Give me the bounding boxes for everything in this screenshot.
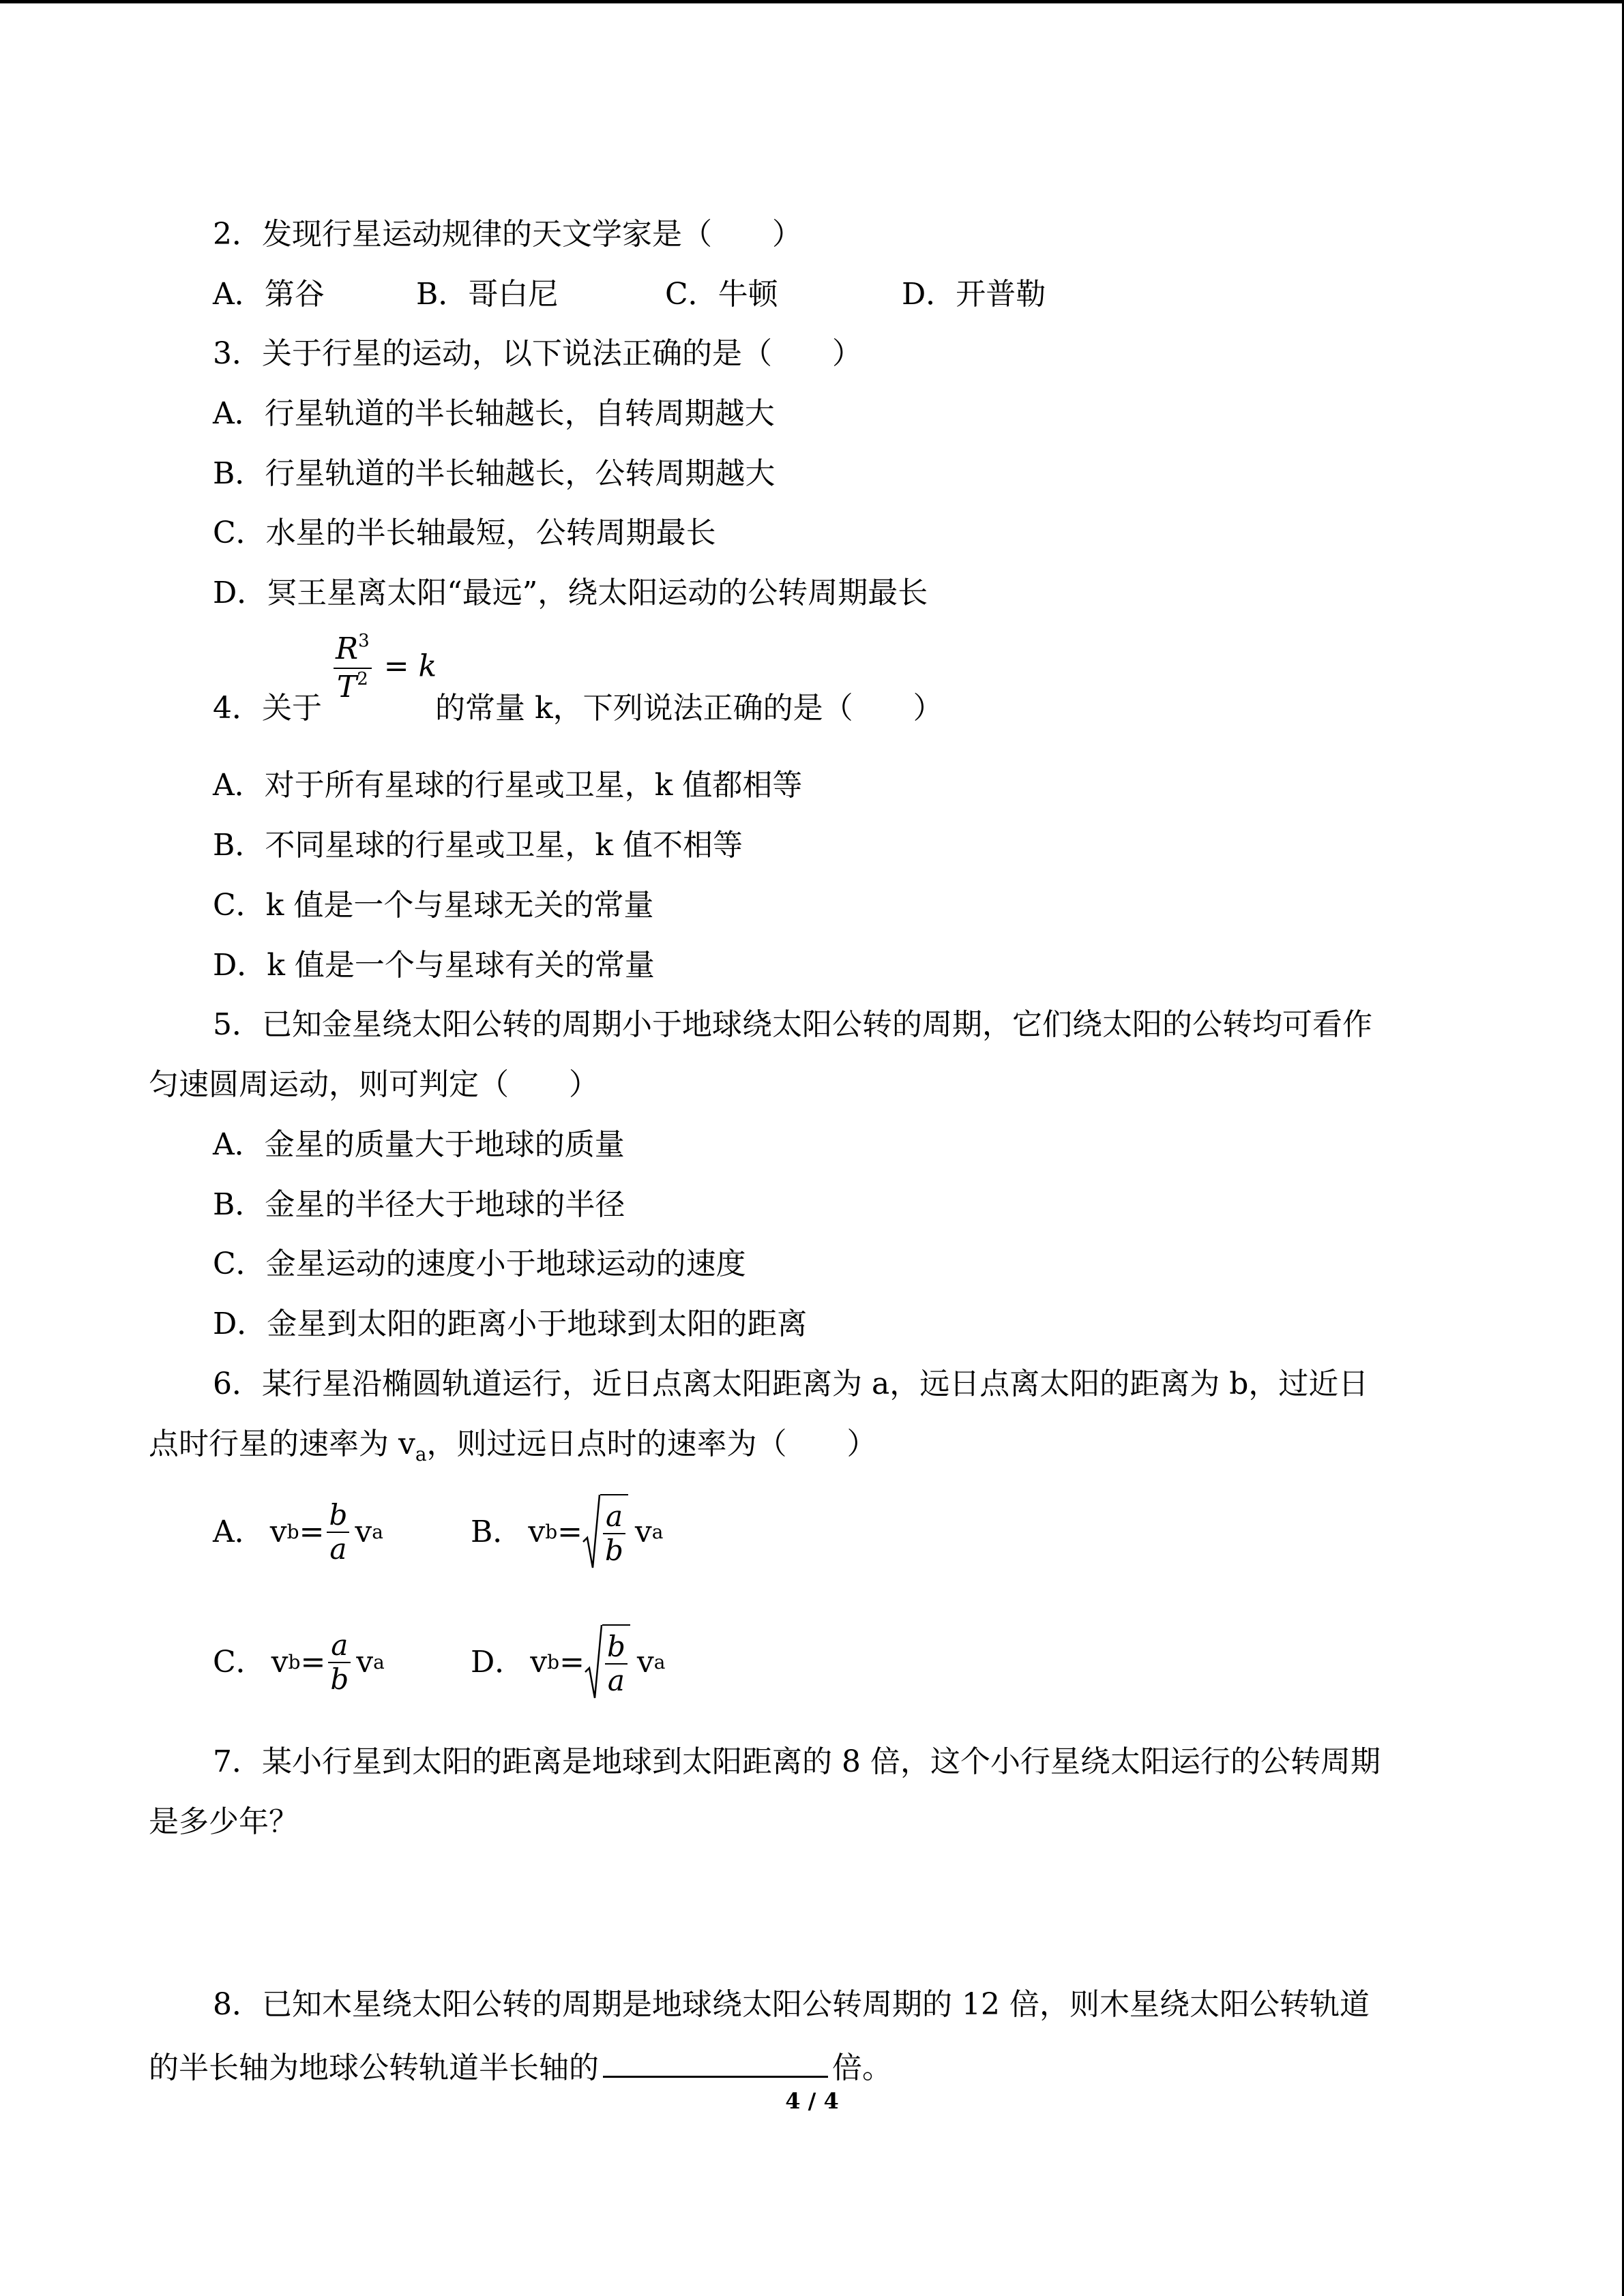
q6-option-d: D． v b = $\frac{b}{a}$ v a — [471, 1625, 665, 1700]
page-border-top — [0, 0, 1624, 3]
q2-stem: 2．发现行星运动规律的天文学家是（ ） — [213, 217, 802, 252]
page-number: 4 / 4 — [785, 2088, 839, 2114]
q6-option-a-denominator: a — [329, 1532, 347, 1566]
q6-option-d-eq: = — [559, 1645, 585, 1680]
q5-option-b: B．金星的半径大于地球的半径 — [213, 1187, 625, 1222]
answer-blank[interactable] — [603, 2046, 828, 2078]
q6-option-c-fraction — [328, 1629, 351, 1696]
q6-option-c: C． v b = $\frac{a}{b}$ v a — [213, 1628, 385, 1696]
q6-option-b-lhs: v — [528, 1515, 546, 1549]
q4-option-d: D．k 值是一个与星球有关的常量 — [213, 948, 655, 983]
q8-stem-line2-after: 倍。 — [832, 2051, 892, 2085]
q6-option-b-rhs: v — [634, 1515, 652, 1549]
q6-option-c-eq: = — [300, 1645, 326, 1680]
q5-option-a: A．金星的质量大于地球的质量 — [213, 1127, 625, 1162]
q6-option-a-fraction — [327, 1499, 349, 1566]
q7-stem-line1: 7．某小行星到太阳的距离是地球到太阳距离的 8 倍，这个小行星绕太阳运行的公转周期 — [213, 1744, 1381, 1779]
q6-stem-line2-after: ，则过远日点时的速率为（ ） — [426, 1427, 877, 1461]
q5-option-d: D．金星到太阳的距离小于地球到太阳的距离 — [213, 1307, 808, 1341]
q6-option-c-lhs: v — [271, 1645, 289, 1680]
q5-option-c: C．金星运动的速度小于地球运动的速度 — [213, 1247, 746, 1281]
q4-option-a: A．对于所有星球的行星或卫星，k 值都相等 — [213, 768, 803, 803]
q7-stem-line2: 是多少年？ — [149, 1804, 299, 1839]
q5-stem-line2: 匀速圆周运动，则可判定（ ） — [149, 1067, 599, 1102]
kepler-formula — [331, 631, 437, 706]
q6-option-b-numerator: a — [605, 1500, 623, 1533]
q6-option-b-fraction — [603, 1500, 625, 1567]
q4-stem-after: 的常量 k，下列说法正确的是（ ） — [435, 691, 943, 726]
q6-option-d-fraction — [605, 1630, 628, 1697]
q4-option-c: C．k 值是一个与星球无关的常量 — [213, 888, 654, 923]
q6-stem-line1: 6．某行星沿椭圆轨道运行，近日点离太阳距离为 a，远日点离太阳的距离为 b，过近日 — [213, 1367, 1369, 1401]
formula-numerator: R — [336, 631, 359, 666]
q6-option-a-eq: = — [299, 1515, 325, 1549]
q6-option-d-numerator: b — [606, 1630, 625, 1663]
formula-denominator-exponent: 2 — [357, 669, 368, 689]
formula-numerator-exponent: 3 — [358, 631, 370, 651]
formula-rhs: = k — [383, 648, 437, 684]
q2-option-d: D．开普勒 — [902, 277, 1046, 312]
q5-stem-line1: 5．已知金星绕太阳公转的周期小于地球绕太阳公转的周期，它们绕太阳的公转均可看作 — [213, 1007, 1372, 1042]
q6-option-d-lhs: v — [530, 1645, 548, 1680]
q6-option-d-rhs: v — [636, 1645, 654, 1680]
q6-stem-line2-before: 点时行星的速率为 v — [149, 1427, 415, 1461]
q6-stem-line2-sub: a — [415, 1443, 427, 1465]
kepler-fraction — [334, 631, 372, 706]
q8-stem-line1: 8．已知木星绕太阳公转的周期是地球绕太阳公转周期的 12 倍，则木星绕太阳公转轨道 — [213, 1987, 1370, 2022]
q4-stem-before: 4．关于 — [213, 691, 322, 726]
q6-option-d-label: D． — [471, 1645, 525, 1680]
q3-stem: 3．关于行星的运动，以下说法正确的是（ ） — [213, 336, 862, 371]
q6-option-c-numerator: a — [331, 1628, 349, 1662]
q6-stem-line2 — [149, 1425, 877, 1463]
q2-option-c: C．牛顿 — [665, 277, 778, 312]
q3-option-a: A．行星轨道的半长轴越长，自转周期越大 — [213, 396, 775, 431]
q6-option-b-sqrt — [582, 1494, 628, 1570]
q8-stem-line2-before: 的半长轴为地球公转轨道半长轴的 — [149, 2051, 599, 2085]
q6-option-b-denominator: b — [605, 1534, 623, 1567]
q6-option-c-denominator: b — [330, 1663, 349, 1696]
q6-option-a: A． v b = $\frac{b}{a}$ v a — [213, 1498, 383, 1566]
q4-option-b: B．不同星球的行星或卫星，k 值不相等 — [213, 828, 743, 863]
q3-option-b: B．行星轨道的半长轴越长，公转周期越大 — [213, 456, 776, 491]
q6-option-a-rhs: v — [355, 1515, 372, 1549]
q6-option-c-label: C． — [213, 1645, 266, 1680]
q3-option-c: C．水星的半长轴最短，公转周期最长 — [213, 516, 716, 550]
q6-option-c-rhs: v — [356, 1645, 374, 1680]
q6-option-b-label: B． — [471, 1515, 523, 1549]
q6-option-a-label: A． — [213, 1515, 265, 1549]
q3-option-d: D．冥王星离太阳“最远”，绕太阳运动的公转周期最长 — [213, 576, 928, 610]
q2-option-b: B．哥白尼 — [416, 277, 559, 312]
q6-option-d-sqrt — [585, 1624, 630, 1701]
q6-option-b-eq: = — [557, 1515, 583, 1549]
formula-denominator: T — [336, 670, 357, 704]
q6-option-b: B． v b = $\frac{a}{b}$ v a — [471, 1495, 663, 1570]
q2-option-a: A．第谷 — [213, 277, 325, 312]
q6-option-a-lhs: v — [269, 1515, 287, 1549]
q8-stem-line2 — [149, 2046, 892, 2084]
q6-option-d-denominator: a — [607, 1664, 625, 1697]
q6-option-a-numerator: b — [329, 1498, 348, 1532]
